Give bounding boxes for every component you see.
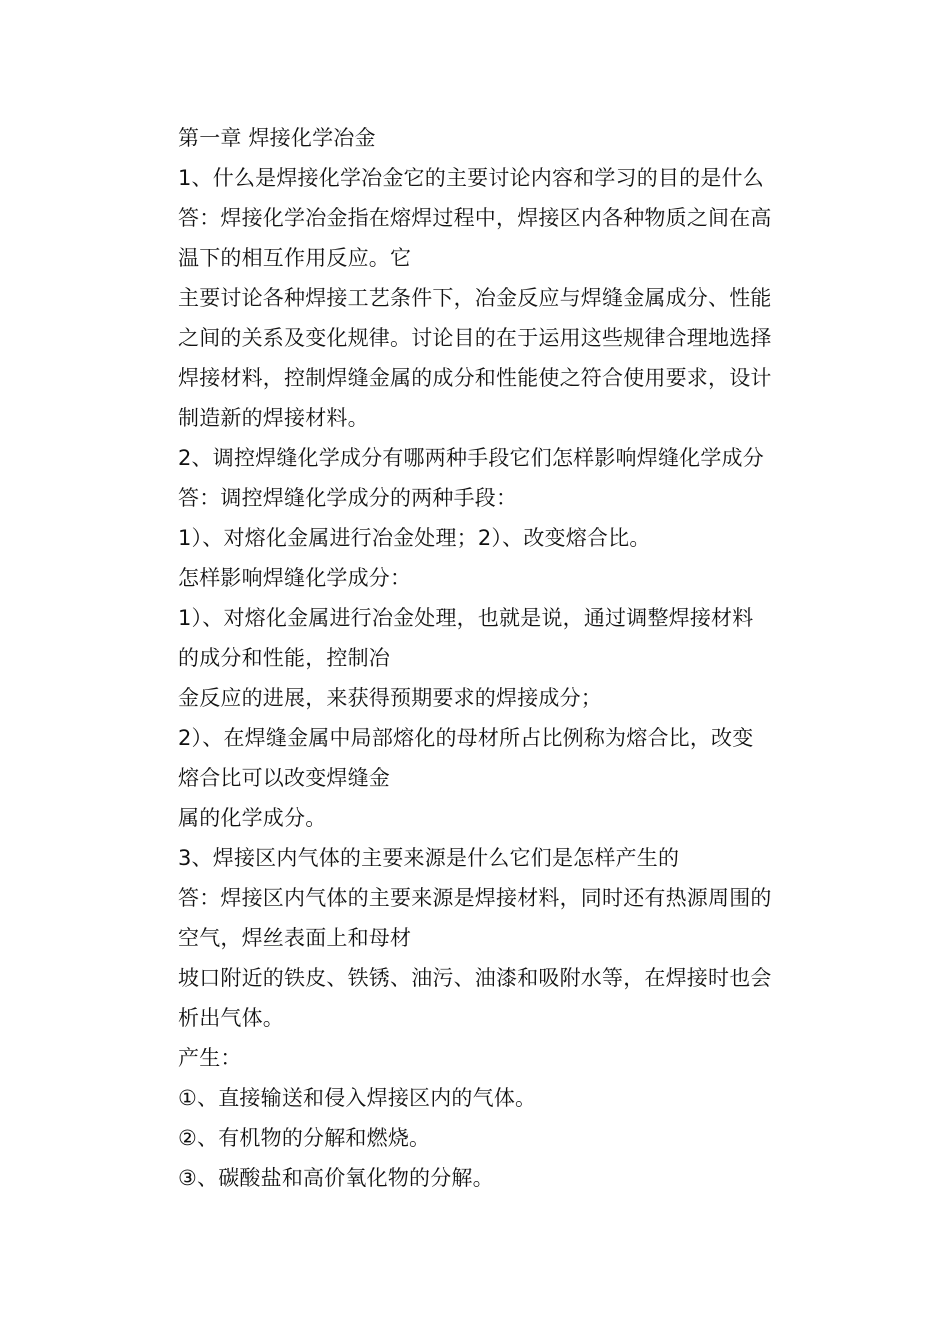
- answer-2-line-5: 的成分和性能，控制冶: [178, 646, 390, 670]
- answer-2-line-1: 答：调控焊缝化学成分的两种手段：: [178, 486, 518, 510]
- answer-1-line-2: 温下的相互作用反应。它: [178, 246, 412, 270]
- answer-3-line-5: 产生：: [178, 1046, 242, 1070]
- question-1: 1、什么是焊接化学冶金它的主要讨论内容和学习的目的是什么: [178, 166, 764, 190]
- answer-2-line-4: 1）、对熔化金属进行冶金处理，也就是说，通过调整焊接材料: [178, 606, 754, 630]
- answer-1-line-4: 之间的关系及变化规律。讨论目的在于运用这些规律合理地选择: [178, 326, 772, 350]
- answer-3-item-3: ③、碳酸盐和高价氧化物的分解。: [178, 1166, 494, 1190]
- answer-2-line-8: 熔合比可以改变焊缝金: [178, 766, 390, 790]
- answer-2-line-7: 2）、在焊缝金属中局部熔化的母材所占比例称为熔合比，改变: [178, 726, 754, 750]
- document-body: [178, 118, 808, 1198]
- answer-2-line-2: 1）、对熔化金属进行冶金处理；2）、改变熔合比。: [178, 526, 651, 550]
- answer-1-line-3: 主要讨论各种焊接工艺条件下，冶金反应与焊缝金属成分、性能: [178, 286, 772, 310]
- answer-3-item-1: ①、直接输送和侵入焊接区内的气体。: [178, 1086, 537, 1110]
- answer-3-item-2: ②、有机物的分解和燃烧。: [178, 1126, 431, 1150]
- question-3: 3、焊接区内气体的主要来源是什么它们是怎样产生的: [178, 846, 680, 870]
- answer-2-line-3: 怎样影响焊缝化学成分：: [178, 566, 412, 590]
- answer-1-line-6: 制造新的焊接材料。: [178, 406, 369, 430]
- answer-3-line-4: 析出气体。: [178, 1006, 284, 1030]
- chapter-title: 第一章 焊接化学冶金: [178, 126, 376, 150]
- question-2: 2、调控焊缝化学成分有哪两种手段它们怎样影响焊缝化学成分: [178, 446, 764, 470]
- answer-3-line-3: 坡口附近的铁皮、铁锈、油污、油漆和吸附水等，在焊接时也会: [178, 966, 772, 990]
- answer-1-line-5: 焊接材料，控制焊缝金属的成分和性能使之符合使用要求，设计: [178, 366, 772, 390]
- answer-3-line-1: 答：焊接区内气体的主要来源是焊接材料，同时还有热源周围的: [178, 886, 772, 910]
- answer-1-line-1: 答：焊接化学冶金指在熔焊过程中，焊接区内各种物质之间在高: [178, 206, 772, 230]
- answer-2-line-6: 金反应的进展，来获得预期要求的焊接成分；: [178, 686, 602, 710]
- answer-2-line-9: 属的化学成分。: [178, 806, 327, 830]
- answer-3-line-2: 空气，焊丝表面上和母材: [178, 926, 412, 950]
